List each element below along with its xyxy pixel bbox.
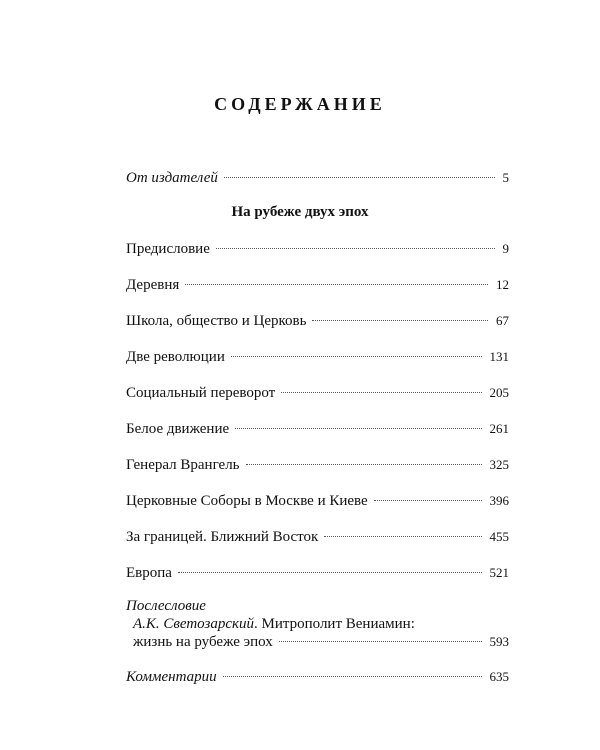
toc-entry-page: 205	[489, 385, 509, 400]
toc-entry-label: Церковные Соборы в Москве и Киеве	[126, 493, 368, 509]
toc-entry-label: Предисловие	[126, 241, 210, 257]
leader-dots	[216, 248, 495, 249]
toc-entry[interactable]	[126, 348, 509, 366]
toc-entry-page: 5	[502, 170, 509, 185]
toc-entry-label: Деревня	[126, 277, 180, 293]
leader-dots	[324, 536, 481, 537]
toc-entry-label: От издателей	[126, 170, 218, 186]
afterword-title-part2: жизнь на рубеже эпох	[133, 634, 273, 650]
toc-entry-page: 455	[489, 529, 509, 544]
toc-entry[interactable]	[126, 240, 509, 258]
leader-dots	[312, 320, 488, 321]
leader-dots	[374, 500, 482, 501]
afterword-title-line	[126, 615, 509, 633]
toc-entry-page: 325	[489, 457, 509, 472]
toc-entry-afterword[interactable]	[126, 597, 509, 651]
leader-dots	[279, 641, 482, 642]
toc-entry[interactable]	[126, 384, 509, 402]
leader-dots	[235, 428, 481, 429]
afterword-title-line-last	[126, 633, 509, 651]
toc-entry[interactable]	[126, 456, 509, 474]
toc-entry-publishers[interactable]	[126, 169, 509, 187]
toc-entry[interactable]	[126, 528, 509, 546]
toc-entry-label: Белое движение	[126, 421, 230, 437]
leader-dots	[231, 356, 482, 357]
afterword-author: А.К. Светозарский	[133, 616, 255, 632]
toc-entry-page: 396	[489, 493, 509, 508]
toc-entry-label: Генерал Врангель	[126, 457, 240, 473]
leader-dots	[246, 464, 482, 465]
section-heading: На рубеже двух эпох	[231, 204, 369, 220]
toc-entry-label: Европа	[126, 565, 172, 581]
afterword-title-part1: . Митрополит Вениамин:	[254, 616, 415, 632]
toc-entry[interactable]	[126, 420, 509, 438]
toc-entry[interactable]	[126, 492, 509, 510]
leader-dots	[224, 177, 495, 178]
toc-entry-label: Две революции	[126, 349, 225, 365]
leader-dots	[185, 284, 488, 285]
afterword-heading: Послесловие	[126, 598, 206, 614]
toc-entry-commentary[interactable]	[126, 668, 509, 686]
toc-entry[interactable]	[126, 276, 509, 294]
toc-entry-page: 635	[489, 669, 509, 684]
leader-dots	[281, 392, 481, 393]
toc-entry-page: 593	[489, 634, 509, 649]
page-title: СОДЕРЖАНИЕ	[214, 94, 386, 114]
toc-entry[interactable]	[126, 564, 509, 582]
toc-entry-page: 131	[489, 349, 509, 364]
toc-entry-label: За границей. Ближний Восток	[126, 529, 319, 545]
toc-entry-label: Социальный переворот	[126, 385, 276, 401]
toc-entry-label: Школа, общество и Церковь	[126, 313, 307, 329]
leader-dots	[178, 572, 482, 573]
toc-entry-label: Комментарии	[126, 669, 217, 685]
toc-entry-page: 9	[502, 241, 509, 256]
toc-entry[interactable]	[126, 312, 509, 330]
toc-entry-page: 521	[489, 565, 509, 580]
toc-entry-page: 12	[496, 277, 509, 292]
leader-dots	[223, 676, 482, 677]
toc-entry-page: 67	[496, 313, 509, 328]
toc-entry-page: 261	[489, 421, 509, 436]
